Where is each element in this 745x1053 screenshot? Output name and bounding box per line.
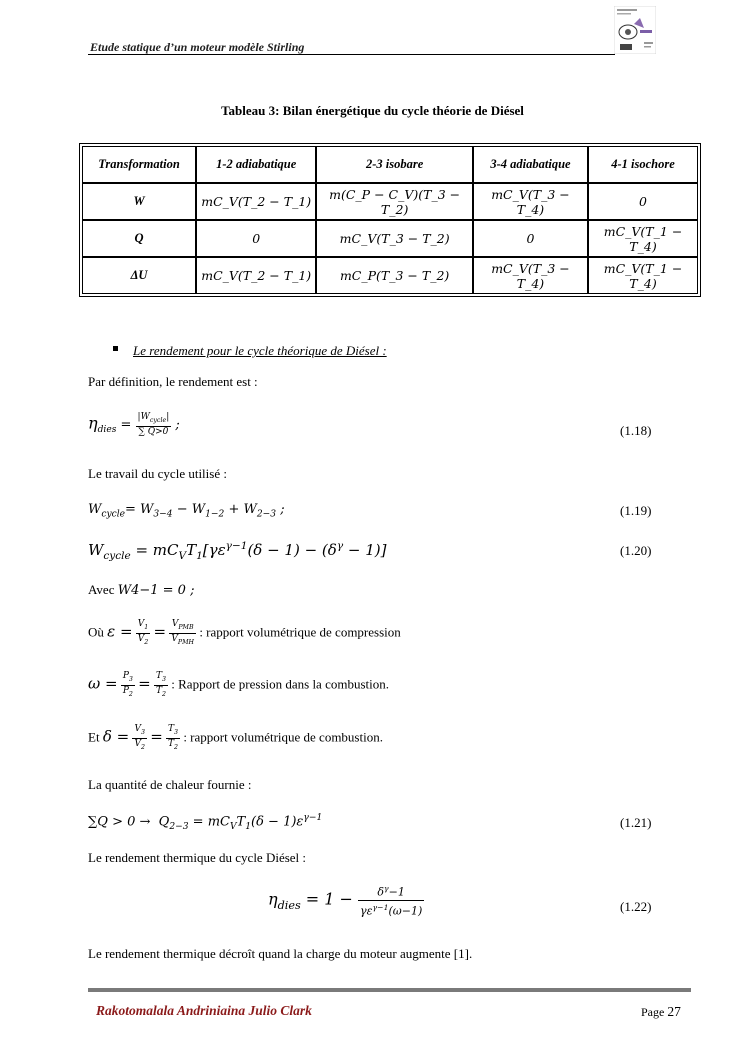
header-title: Etude statique d’un moteur modèle Stirling <box>90 40 305 54</box>
table-row <box>82 183 698 220</box>
row-label: W <box>82 183 196 220</box>
page-number-value: 27 <box>667 1004 681 1019</box>
paragraph <box>88 582 194 598</box>
text-suffix: : Rapport de pression dans la combustion. <box>171 676 389 692</box>
column-header: 3-4 adiabatique <box>473 146 588 183</box>
table-caption: Tableau 3: Bilan énergétique du cycle théorie de Diésel <box>221 103 524 118</box>
equation-1-20: $W_{cycle} = mC_VT_1[\gamma\varepsilon^{\gamma-1}(\delta - 1) - (\delta^\gamma - 1)]$ <box>88 540 387 562</box>
equation-1-21: $\sum Q > 0 \to Q_{2-3} = mC_VT_1(\delta - 1)\varepsilon^{\gamma-1}$ <box>88 813 323 832</box>
table-cell: mC_V(T_1 − T_4) <box>588 220 698 257</box>
table-cell: mC_V(T_3 − T_4) <box>473 183 588 220</box>
stirling-logo <box>614 6 656 54</box>
equation-number: (1.19) <box>620 503 652 518</box>
page-label: Page <box>641 1005 665 1019</box>
table-cell: 0 <box>196 220 316 257</box>
paragraph: Par définition, le rendement est : <box>88 374 258 389</box>
text-prefix: Où <box>88 624 104 640</box>
paragraph: Où ε = $\frac{V_1}{V_2}$ = $\frac{V_{PMB}}{V_{PMH}}$ : rapport volumétrique de compression <box>88 619 401 646</box>
row-label: Q <box>82 220 196 257</box>
footer-author: Rakotomalala Andriniaina Julio Clark <box>96 1003 312 1018</box>
text-suffix: : rapport volumétrique de compression <box>199 624 401 640</box>
paragraph: Le travail du cycle utilisé : <box>88 466 227 481</box>
equation-1-19: $W_{cycle}= W_{3-4} - W_{1-2} + W_{2-3}$ ; <box>88 502 285 520</box>
row-label: ΔU <box>82 257 196 294</box>
table-cell: mC_V(T_2 − T_1) <box>196 257 316 294</box>
equation-number: (1.21) <box>620 815 652 830</box>
table-cell: 0 <box>588 183 698 220</box>
section-heading: Le rendement pour le cycle théorique de Diésel : <box>133 343 387 358</box>
table-row <box>82 257 698 294</box>
table-cell: mC_P(T_3 − T_2) <box>316 257 473 294</box>
equation-number: (1.18) <box>620 423 652 438</box>
table-cell: mC_V(T_3 − T_2) <box>316 220 473 257</box>
equation-1-22: $\eta_{dies} = 1$ − $\frac{\delta^\gamma-1}{\gamma\varepsilon^{\gamma-1}(\omega-1)}$ <box>268 884 423 918</box>
bullet-square-icon <box>113 346 118 351</box>
paragraph: Le rendement thermique du cycle Diésel : <box>88 850 307 865</box>
footer-rule <box>88 988 691 992</box>
equation-number: (1.20) <box>620 543 652 558</box>
column-header: 2-3 isobare <box>316 146 473 183</box>
table-cell: mC_V(T_2 − T_1) <box>196 183 316 220</box>
equation-number: (1.22) <box>620 899 652 914</box>
text-suffix: : rapport volumétrique de combustion. <box>183 729 383 745</box>
page-number <box>641 1004 681 1020</box>
energy-balance-table <box>79 143 701 297</box>
table-cell: mC_V(T_3 − T_4) <box>473 257 588 294</box>
table-header-row <box>82 146 698 183</box>
table-cell: 0 <box>473 220 588 257</box>
paragraph: Le rendement thermique décroît quand la charge du moteur augmente [1]. <box>88 946 473 961</box>
table-cell: m(C_P − C_V)(T_3 − T_2) <box>316 183 473 220</box>
table-row <box>82 220 698 257</box>
paragraph: Et δ = $\frac{V_3}{V_2}$ = $\frac{T_3}{T_2}$ : rapport volumétrique de combustion. <box>88 724 383 751</box>
text-prefix: Avec <box>88 582 115 597</box>
column-header: Transformation <box>82 146 196 183</box>
column-header: 4-1 isochore <box>588 146 698 183</box>
paragraph: La quantité de chaleur fournie : <box>88 777 252 792</box>
equation-1-18: $\eta_{dies}$ = $\frac{|W_{cycle}|}{\sum Q>0}$ ; <box>88 412 180 437</box>
text-prefix: Et <box>88 729 100 745</box>
column-header: 1-2 adiabatique <box>196 146 316 183</box>
inline-equation: W4−1 = 0 ; <box>117 583 195 598</box>
table-cell: mC_V(T_1 − T_4) <box>588 257 698 294</box>
paragraph: ω = $\frac{P_3}{P_2}$ = $\frac{T_3}{T_2}$ : Rapport de pression dans la combustion. <box>88 671 389 698</box>
header-rule <box>88 54 615 55</box>
